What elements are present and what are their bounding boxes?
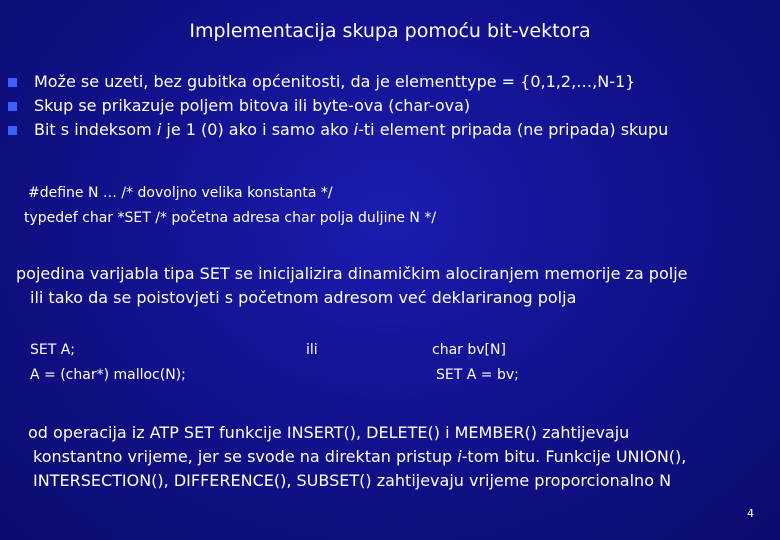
square-bullet-icon [8, 102, 17, 111]
page-number: 4 [747, 507, 754, 520]
slide-title: Implementacija skupa pomoću bit-vektora [189, 20, 591, 42]
code-block-typedef [24, 181, 436, 231]
paragraph-line: INTERSECTION(), DIFFERENCE(), SUBSET() zahtijevaju vrijeme proporcionalno N [33, 471, 672, 490]
code-example-malloc [30, 338, 186, 388]
code-line: #define N … /* dovoljno velika konstanta */ [28, 185, 333, 201]
code-line: typedef char *SET /* početna adresa char polja duljine N */ [24, 210, 437, 226]
code-example-array [432, 338, 519, 388]
bullet-text: Bit s indeksom i je 1 (0) ako i samo ako i-ti element pripada (ne pripada) skupu [34, 120, 669, 139]
square-bullet-icon [8, 126, 17, 135]
code-line: A = (char*) malloc(N); [30, 367, 186, 383]
bullet-text: Skup se prikazuje poljem bitova ili byte-ova (char-ova) [34, 96, 471, 115]
paragraph-line: pojedina varijabla tipa SET se inicijalizira dinamičkim alociranjem memorije za polje [16, 264, 688, 283]
paragraph-initialization [16, 262, 687, 310]
bullet-text: Može se uzeti, bez gubitka općenitosti, da je elementtype = {0,1,2,…,N-1} [34, 72, 636, 91]
code-line: SET A; [30, 342, 76, 358]
bullet-item [8, 94, 668, 118]
paragraph-line: od operacija iz ATP SET funkcije INSERT(), DELETE() i MEMBER() zahtijevaju [28, 423, 630, 442]
code-separator-ili: ili [306, 342, 318, 358]
paragraph-line: ili tako da se poistovjeti s početnom adresom već deklariranog polja [30, 288, 577, 307]
paragraph-operations [28, 421, 686, 493]
code-line: SET A = bv; [436, 367, 519, 383]
code-line: char bv[N] [432, 342, 506, 358]
paragraph-line: konstantno vrijeme, jer se svode na direktan pristup i-tom bitu. Funkcije UNION(), [33, 447, 687, 466]
bullet-item [8, 70, 668, 94]
square-bullet-icon [8, 78, 17, 87]
bullet-list [8, 70, 668, 142]
bullet-item [8, 118, 668, 142]
